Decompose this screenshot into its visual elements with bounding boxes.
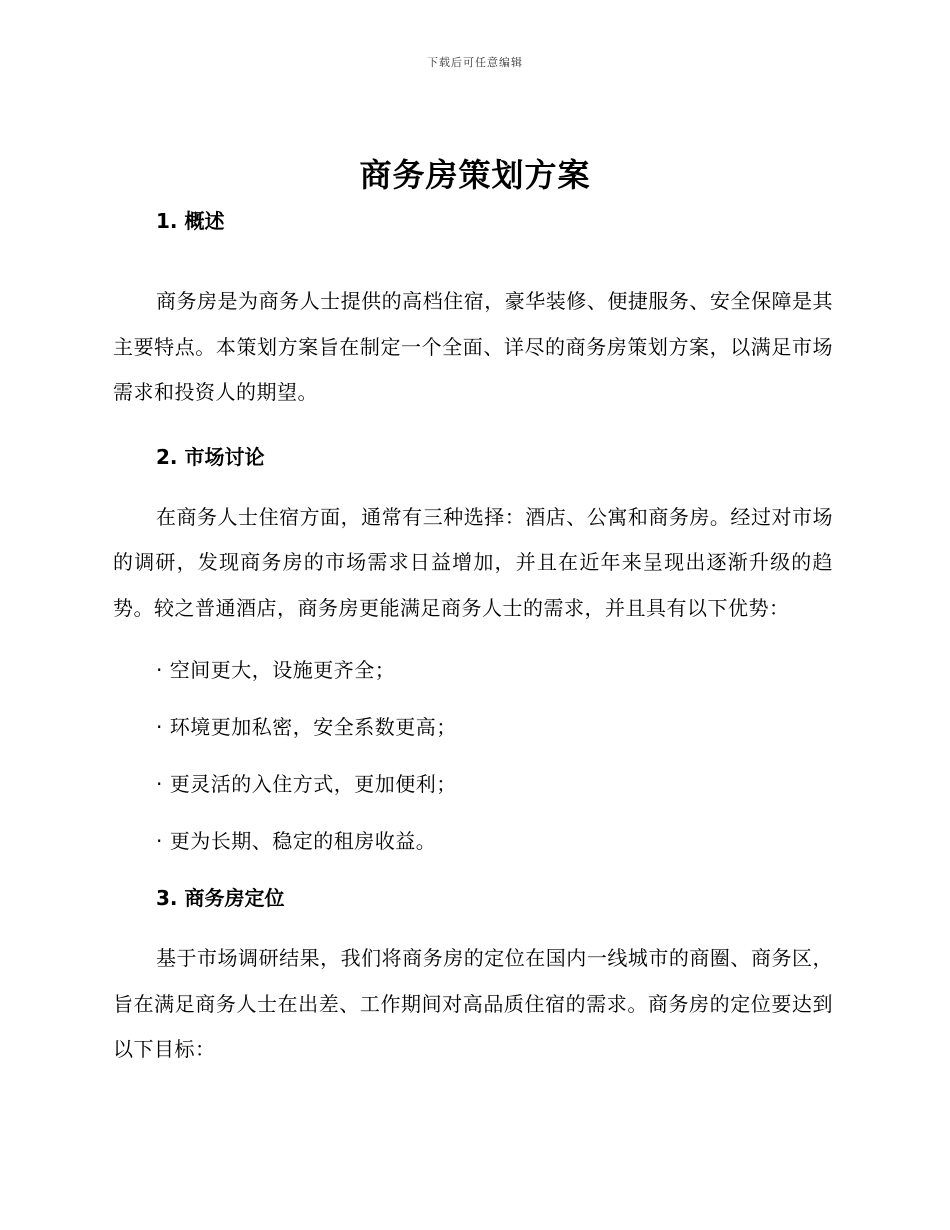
section-heading-overview: 1. 概述 — [156, 209, 225, 233]
document-body — [113, 204, 833, 1073]
bullet-item: · 环境更加私密，安全系数更高； — [156, 715, 457, 739]
header-note: 下载后可任意编辑 — [427, 56, 523, 69]
page-title: 商务房策划方案 — [359, 156, 591, 194]
section-paragraph: 基于市场调研结果，我们将商务房的定位在国内一线城市的商圈、商务区，旨在满足商务人士在出差、工作期间对高品质住宿的需求。商务房的定位要达到以下目标： — [113, 946, 833, 1061]
section-paragraph: 商务房是为商务人士提供的高档住宿，豪华装修、便捷服务、安全保障是其主要特点。本策划方案旨在制定一个全面、详尽的商务房策划方案，以满足市场需求和投资人的期望。 — [113, 289, 833, 404]
bullet-item: · 空间更大，设施更齐全； — [156, 658, 396, 682]
bullet-item: · 更灵活的入住方式，更加便利； — [156, 772, 457, 796]
section-paragraph: 在商务人士住宿方面，通常有三种选择：酒店、公寓和商务房。经过对市场的调研，发现商务房的市场需求日益增加，并且在近年来呈现出逐渐升级的趋势。较之普通酒店，商务房更能满足商务人士的需求，并且具有以下优势： — [113, 504, 833, 620]
section-heading-positioning: 3. 商务房定位 — [156, 886, 285, 910]
section-heading-market: 2. 市场讨论 — [156, 444, 265, 469]
bullet-item: · 更为长期、稳定的租房收益。 — [156, 829, 437, 853]
